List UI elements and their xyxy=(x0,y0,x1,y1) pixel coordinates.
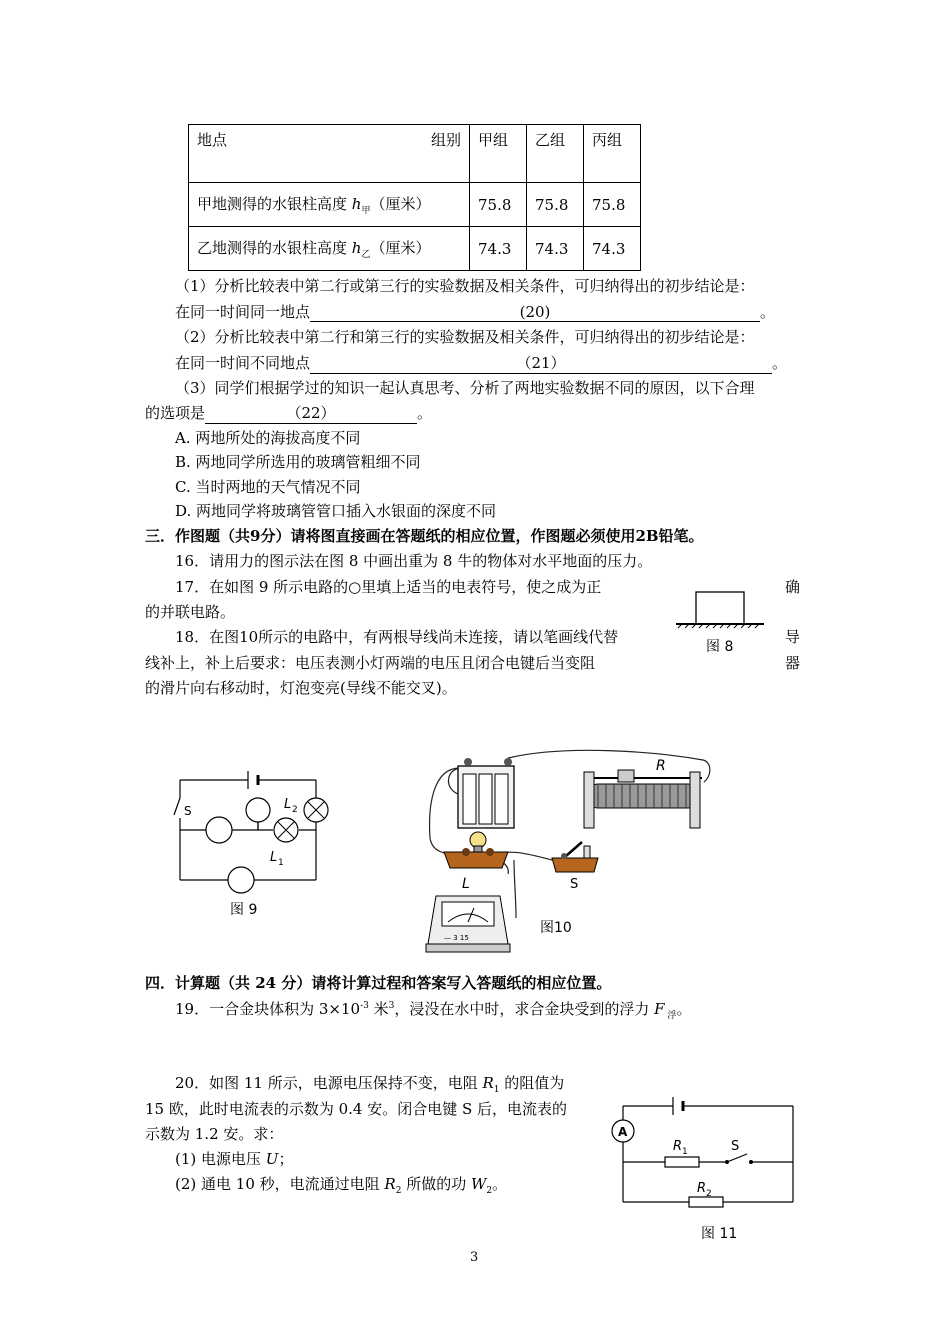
cell-value: 74.3 xyxy=(527,227,584,271)
rheostat xyxy=(584,770,702,828)
q20a-pre: 20．如图 11 所示，电源电压保持不变，电阻 xyxy=(175,1074,478,1092)
table-header-row xyxy=(189,125,641,183)
row-unit: （厘米） xyxy=(370,239,431,257)
q20e-sub: 2 xyxy=(395,1186,402,1196)
label-s: S xyxy=(570,877,579,892)
q20d-end: ； xyxy=(278,1150,294,1168)
row-var: h xyxy=(351,239,362,257)
q20e-pre: (2) 通电 10 秒，电流通过电阻 xyxy=(175,1175,380,1193)
q20a-var: R xyxy=(477,1074,494,1092)
label-r: R xyxy=(656,758,666,774)
row-var: h xyxy=(351,195,362,213)
section3-title: 三．作图题（共9分）请将图直接画在答题纸的相应位置，作图题必须使用2B铅笔。 xyxy=(145,527,704,545)
switch-s-blade xyxy=(727,1154,747,1162)
meter-circle-lower[interactable] xyxy=(228,867,254,893)
fig10-caption: 图10 xyxy=(540,920,572,936)
q18-text-end1: 导 xyxy=(785,628,801,646)
data-table xyxy=(188,124,641,271)
q19-exp2: 3 xyxy=(388,1001,395,1011)
q19-mid: 米 xyxy=(368,1000,389,1018)
label-r1-sub: 1 xyxy=(682,1147,688,1157)
q20-line1 xyxy=(175,1072,564,1095)
label-l1: L xyxy=(270,850,278,865)
label-l2: L xyxy=(284,797,292,812)
q20e-end: 。 xyxy=(492,1175,508,1193)
header-col-bing: 丙组 xyxy=(584,125,641,183)
section4-title: 四．计算题（共 24 分）请将计算过程和答案写入答题纸的相应位置。 xyxy=(145,974,612,992)
q19-var: F xyxy=(649,1000,665,1018)
q20e-var: R xyxy=(379,1175,396,1193)
q18-text-end2: 器 xyxy=(785,654,801,672)
table-row xyxy=(189,183,641,227)
voltmeter xyxy=(426,896,510,952)
ammeter-label: A xyxy=(618,1125,628,1139)
q15-p1-lead: 在同一时间同一地点 xyxy=(175,303,311,321)
lamp-base xyxy=(444,832,508,868)
q15-p2-lead: 在同一时间不同地点 xyxy=(175,354,311,372)
q20-line3: 示数为 1.2 安。求： xyxy=(145,1125,284,1143)
fig9-caption: 图 9 xyxy=(230,902,258,918)
label-r1: R xyxy=(673,1139,683,1154)
figure-11 xyxy=(605,1090,800,1245)
row-sub: 乙 xyxy=(361,250,371,260)
q19-end: 。 xyxy=(676,1000,692,1018)
q20a-sub: 1 xyxy=(493,1085,500,1095)
q18-text-line2: 线补上，补上后要求：电压表测小灯两端的电压且闭合电键后当变阻 xyxy=(145,654,596,672)
blank-21[interactable]: （21） xyxy=(310,352,772,374)
cell-value: 74.3 xyxy=(470,227,527,271)
header-place: 地点 xyxy=(197,131,228,149)
meter-circle-upper[interactable] xyxy=(246,798,270,822)
switch-s-blade xyxy=(174,798,180,815)
q20d-var: U xyxy=(261,1150,279,1168)
period: 。 xyxy=(417,404,433,422)
q20e-var2: W xyxy=(466,1175,487,1193)
option-d: D. 两地同学将玻璃管管口插入水银面的深度不同 xyxy=(175,502,497,520)
q17-text-line2: 的并联电路。 xyxy=(145,603,236,621)
q20-part2 xyxy=(175,1173,507,1196)
label-r2: R xyxy=(697,1181,707,1196)
row-unit: （厘米） xyxy=(370,195,431,213)
q19-pre: 19．一合金块体积为 3×10 xyxy=(175,1000,361,1018)
row-sub: 甲 xyxy=(361,206,371,216)
period: 。 xyxy=(772,354,788,372)
cell-value: 75.8 xyxy=(584,183,641,227)
meter-circle-middle[interactable] xyxy=(206,817,232,843)
q15-part3: （3）同学们根据学过的知识一起认真思考、分析了两地实验数据不同的原因，以下合理 xyxy=(175,379,755,397)
figure-10 xyxy=(418,748,718,958)
blank-22[interactable]: （22） xyxy=(205,402,417,424)
q18-text-line1: 18．在图10所示的电路中，有两根导线尚未连接，请以笔画线代替 xyxy=(175,628,619,646)
q15-part1-answer-line xyxy=(175,301,775,322)
label-r2-sub: 2 xyxy=(706,1189,712,1199)
q15-part1: （1）分析比较表中第二行或第三行的实验数据及相关条件，可归纳得出的初步结论是： xyxy=(175,277,755,295)
header-group: 组别 xyxy=(430,131,461,149)
q20-line2: 15 欧，此时电流表的示数为 0.4 安。闭合电键 S 后，电流表的 xyxy=(145,1100,568,1118)
figure-8 xyxy=(674,585,766,657)
battery-pack xyxy=(458,758,514,828)
cell-value: 75.8 xyxy=(527,183,584,227)
q20a-post: 的阻值为 xyxy=(499,1074,565,1092)
cell-value: 75.8 xyxy=(470,183,527,227)
q15-part2: （2）分析比较表中第二行和第三行的实验数据及相关条件，可归纳得出的初步结论是： xyxy=(175,328,755,346)
q20e-sub2: 2 xyxy=(486,1186,493,1196)
blank-20[interactable]: (20) xyxy=(310,303,760,322)
page-number: 3 xyxy=(470,1250,479,1265)
period: 。 xyxy=(760,303,776,321)
q20e-mid: 所做的功 xyxy=(401,1175,467,1193)
figure-9 xyxy=(160,768,335,920)
label-l: L xyxy=(462,876,470,892)
q19-text xyxy=(175,998,691,1021)
option-a: A. 两地所处的海拔高度不同 xyxy=(175,429,361,447)
switch-s[interactable] xyxy=(552,842,598,872)
label-s: S xyxy=(184,804,192,818)
header-col-yi: 乙组 xyxy=(527,125,584,183)
q15-part3-answer-line xyxy=(145,402,432,424)
table-row xyxy=(189,227,641,271)
q20d-pre: (1) 电源电压 xyxy=(175,1150,262,1168)
block xyxy=(696,592,744,624)
q19-post: ，浸没在水中时，求合金块受到的浮力 xyxy=(394,1000,650,1018)
row-label xyxy=(189,183,470,227)
header-place-group xyxy=(189,125,470,183)
voltmeter-ticks: — 3 15 xyxy=(444,934,469,942)
label-l1-sub: 1 xyxy=(278,858,284,868)
resistor-r1 xyxy=(665,1157,699,1167)
q17-text-line1: 17．在如图 9 所示电路的○里填上适当的电表符号，使之成为正 xyxy=(175,578,602,596)
slider[interactable] xyxy=(618,770,634,782)
q16-text: 16．请用力的图示法在图 8 中画出重为 8 牛的物体对水平地面的压力。 xyxy=(175,552,653,570)
row-label xyxy=(189,227,470,271)
label-l2-sub: 2 xyxy=(292,805,298,815)
q18-text-line3: 的滑片向右移动时，灯泡变亮(导线不能交叉)。 xyxy=(145,679,457,697)
row-label-text: 甲地测得的水银柱高度 xyxy=(197,195,348,213)
fig11-caption: 图 11 xyxy=(701,1226,738,1242)
row-label-text: 乙地测得的水银柱高度 xyxy=(197,239,348,257)
q17-text-end: 确 xyxy=(785,578,801,596)
header-col-jia: 甲组 xyxy=(470,125,527,183)
q15-part2-answer-line xyxy=(175,352,787,374)
q19-sub: 浮 xyxy=(664,1011,677,1021)
label-s: S xyxy=(731,1139,740,1154)
option-b: B. 两地同学所选用的玻璃管粗细不同 xyxy=(175,453,421,471)
option-c: C. 当时两地的天气情况不同 xyxy=(175,478,361,496)
q20-part1 xyxy=(175,1148,293,1169)
fig8-caption: 图 8 xyxy=(706,639,734,655)
q19-exp: -3 xyxy=(360,1001,369,1011)
cell-value: 74.3 xyxy=(584,227,641,271)
q15-p3-lead: 的选项是 xyxy=(145,404,206,422)
